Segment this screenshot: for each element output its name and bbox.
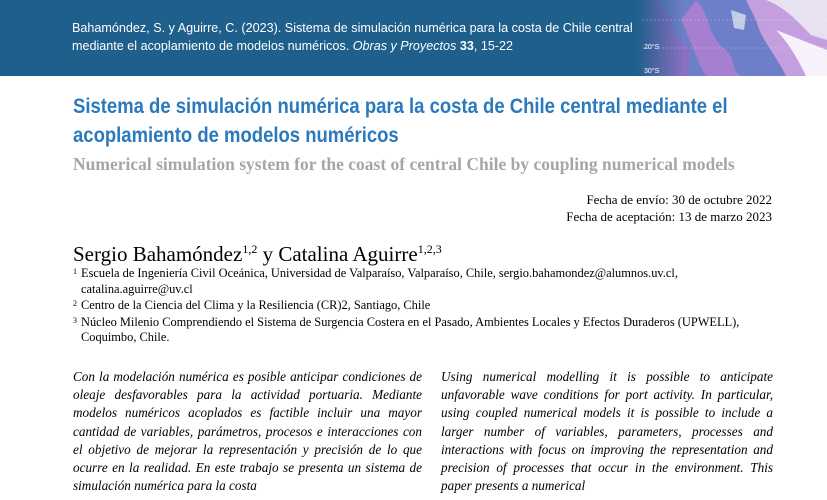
affiliations xyxy=(73,266,773,346)
author-2: Catalina Aguirre xyxy=(278,242,418,266)
journal-name: Obras y Proyectos xyxy=(352,39,457,53)
header-banner xyxy=(0,0,827,76)
affiliation-number: 2 xyxy=(73,299,77,308)
date-accepted: Fecha de aceptación: 13 de marzo 2023 xyxy=(566,209,772,224)
affiliation-text: Escuela de Ingeniería Civil Oceánica, Universidad de Valparaíso, Valparaíso, Chile, sergio.bahamondez@alumnos.uv.cl, catalina.aguirre@uv.cl xyxy=(81,266,678,296)
author-1: Sergio Bahamóndez xyxy=(73,242,243,266)
title-english: Numerical simulation system for the coast of central Chile by coupling numerical models xyxy=(73,154,735,174)
journal-volume: 33 xyxy=(459,39,474,53)
date-sent: Fecha de envío: 30 de octubre 2022 xyxy=(586,192,772,207)
citation xyxy=(72,19,672,55)
author-2-affil: 1,2,3 xyxy=(417,242,442,256)
affiliation-2 xyxy=(73,298,773,314)
abstract-english: Using numerical modelling it is possible to anticipate unfavorable wave conditions for port activity. In particular, using coupled numerical models it is possible to include a larger number of variables, parameters, processes and interactions with focus on improving the representation and precision of processes that occur in the environment. This paper presents a numerical xyxy=(441,369,773,494)
affiliation-text: Núcleo Milenio Comprendiendo el Sistema de Surgencia Costera en el Pasado, Ambientes Locales y Efectos Duraderos (UPWELL), Coquimbo, Chile. xyxy=(81,314,740,344)
citation-text: Bahamóndez, S. y Aguirre, C. (2023). Sistema de simulación numérica para la costa de Chile central mediante el acoplamiento de modelos numéricos. xyxy=(72,21,633,53)
affiliation-text: Centro de la Ciencia del Clima y la Resiliencia (CR)2, Santiago, Chile xyxy=(81,298,431,312)
submission-dates xyxy=(566,191,772,225)
affiliation-number: 1 xyxy=(73,267,77,276)
author-1-affil: 1,2 xyxy=(242,242,258,256)
journal-pages: , 15-22 xyxy=(473,39,514,53)
author-conjunction: y xyxy=(257,242,279,266)
map-label-30s: 30°S xyxy=(644,68,660,75)
affiliation-1 xyxy=(73,266,773,297)
abstract-spanish: Con la modelación numérica es posible anticipar condiciones de oleaje desfavorables para la actividad portuaria. Mediante modelos numéricos acoplados es factible incluir una mayor cantidad de variables, parámetros, procesos e interacciones con el objetivo de mejorar la representación y precisión de lo que ocurre en la realidad. En este trabajo se presenta un sistema de simulación numérica para la costa xyxy=(73,369,422,494)
ocean-map-image xyxy=(636,0,827,76)
affiliation-3 xyxy=(73,315,773,346)
author-line xyxy=(73,236,442,267)
affiliation-number: 3 xyxy=(73,315,77,325)
title-spanish: Sistema de simulación numérica para la costa de Chile central mediante el acoplamiento de modelos numéricos xyxy=(73,94,728,147)
map-label-20s: 20°S xyxy=(644,44,660,51)
